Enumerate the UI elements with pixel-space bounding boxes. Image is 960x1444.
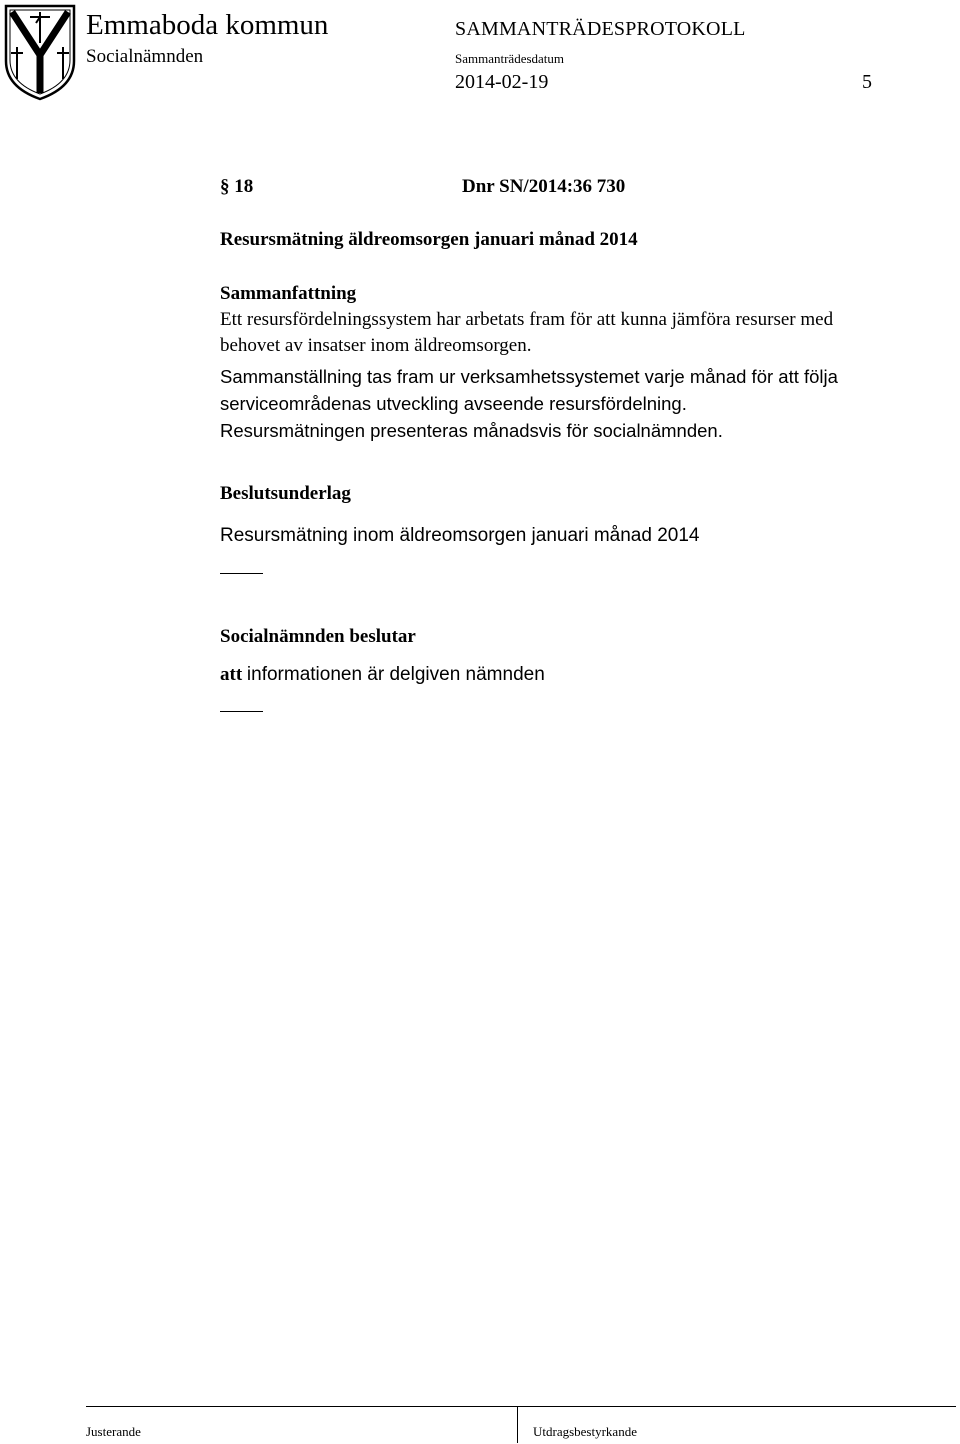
- footer-divider: [517, 1407, 518, 1443]
- section-number: § 18: [220, 176, 254, 197]
- decision-keyword: att: [220, 664, 243, 685]
- document-type: SAMMANTRÄDESPROTOKOLL: [455, 18, 746, 40]
- signature-label-utdragsbestyrkande: Utdragsbestyrkande: [533, 1424, 637, 1439]
- decision-statement: [220, 664, 545, 686]
- page-number: 5: [862, 71, 872, 93]
- summary-line: Ett resursfördelningssystem har arbetats fram för att kunna jämföra resurser med: [220, 309, 834, 330]
- meeting-date: 2014-02-19: [455, 71, 549, 93]
- summary-heading: Sammanfattning: [220, 283, 357, 304]
- summary-line: serviceområdenas utveckling avseende resursfördelning.: [220, 393, 687, 414]
- decision-text: informationen är delgiven nämnden: [246, 664, 545, 685]
- summary-line: behovet av insatser inom äldreomsorgen.: [220, 335, 532, 356]
- committee-name: Socialnämnden: [86, 46, 204, 67]
- basis-text: Resursmätning inom äldreomsorgen januari månad 2014: [220, 525, 700, 546]
- organization-name: Emmaboda kommun: [86, 9, 329, 41]
- section-title: Resursmätning äldreomsorgen januari månad 2014: [220, 229, 638, 250]
- coat-of-arms-icon: [3, 3, 77, 101]
- signature-label-justerande: Justerande: [86, 1424, 141, 1439]
- summary-line: Sammanställning tas fram ur verksamhetssystemet varje månad för att följa: [220, 366, 838, 387]
- separator-line: [220, 573, 263, 574]
- decision-heading: Socialnämnden beslutar: [220, 626, 416, 647]
- footer-rule: [86, 1406, 956, 1407]
- basis-heading: Beslutsunderlag: [220, 483, 351, 504]
- date-label: Sammanträdesdatum: [455, 51, 565, 66]
- summary-line: Resursmätningen presenteras månadsvis för socialnämnden.: [220, 420, 723, 441]
- dnr-number: Dnr SN/2014:36 730: [462, 176, 626, 197]
- separator-line: [220, 711, 263, 712]
